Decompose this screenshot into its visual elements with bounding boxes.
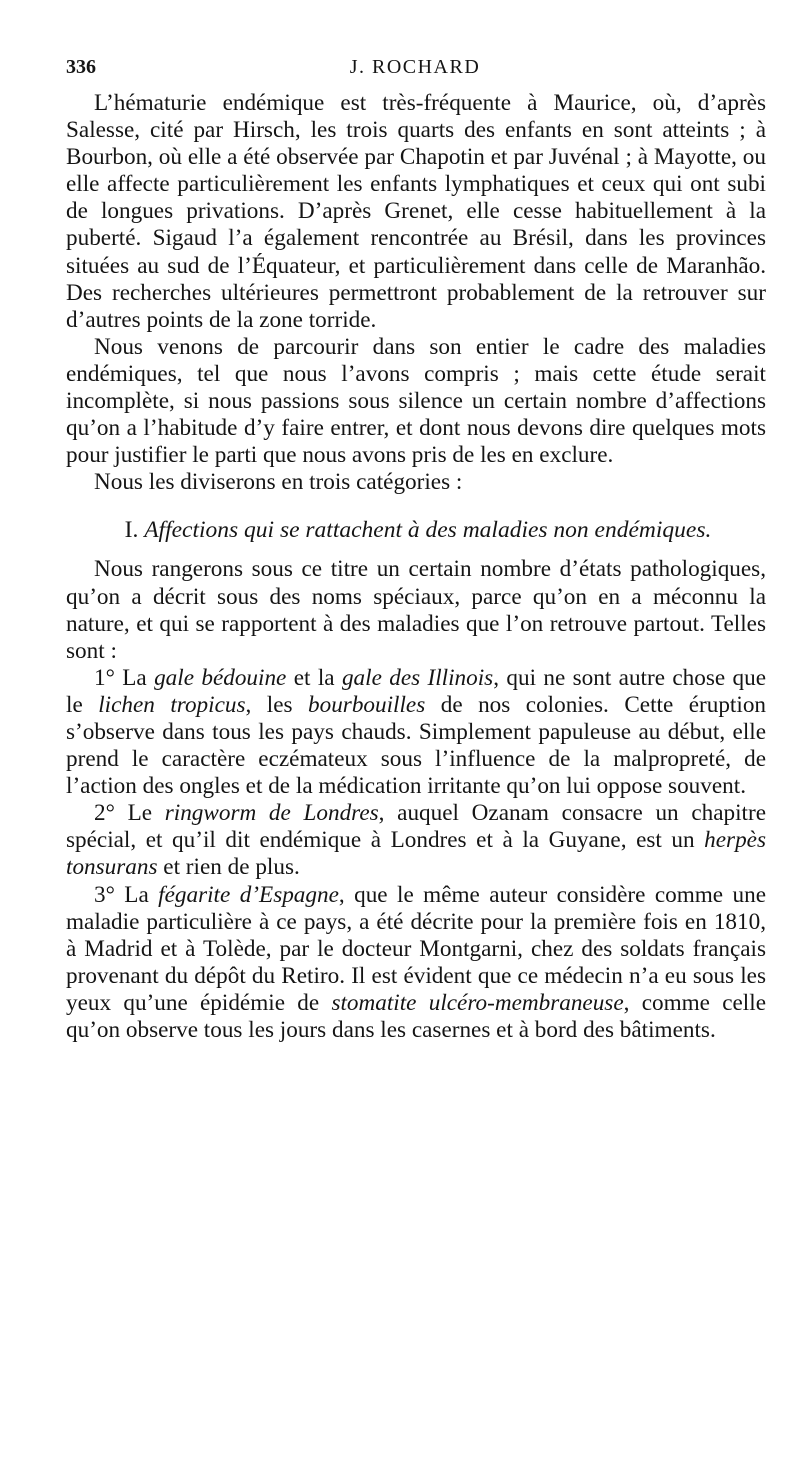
text-run: , que le même auteur considère comme une maladie particulière à ce pays, a été décrite pour la première fois en 1810, à Madrid et à Tolède, par le docteur Montgarni, chez des soldats français provenant du dépôt du Retiro. Il est évident que ce médecin n’a eu sous les yeux qu’une épidémie de	[66, 881, 766, 1016]
italic-term: stomatite ulcéro-membraneuse	[331, 989, 624, 1016]
text-run: et rien de plus.	[157, 854, 300, 881]
text-run: 3° La	[94, 881, 159, 908]
text-run: et la	[286, 664, 342, 691]
paragraphs-after-heading	[66, 556, 766, 1044]
paragraph	[66, 469, 766, 496]
text-run: L’hématurie endémique est très-fréquente à Maurice, où, d’après Salesse, cité par Hirsch, les trois quarts des enfants en sont atteints ; à Bourbon, où elle a été observée par Chapotin et par Juvénal ; à Mayotte, ou elle affecte particulièrement les enfants lymphatiques et ceux qui ont subi de longues privations. D’après Grenet, elle cesse habituellement à la puberté. Sigaud l’a également rencontrée au Brésil, dans les provinces situées au sud de l’Équateur, et particulièrement dans celle de Maranhão. Des recherches ultérieures permettront probablement de la retrouver sur d’autres points de la zone torride.	[66, 90, 766, 333]
paragraph	[66, 556, 766, 664]
paragraph	[66, 800, 766, 881]
text-run: , qui ne sont autre chose que le	[66, 664, 767, 718]
text-run: Nous rangerons sous ce titre un certain nombre d’états pathologiques, qu’on a décrit sous des noms spéciaux, parce qu’on en a méconnu la nature, et qui se rapportent à des maladies que l’on retrouve partout. Telles sont :	[66, 556, 766, 664]
italic-term: ringworm de Londres	[164, 800, 379, 827]
paragraph	[66, 334, 766, 469]
body-text	[66, 90, 766, 1044]
page-header	[66, 56, 764, 84]
section-heading-number: I.	[124, 517, 145, 544]
text-run: de nos colonies. Cette éruption s’observe dans tous les pays chauds. Simplement papuleuse au début, elle prend le caractère eczémateux sous l’influence de la malpropreté, de l’action des ongles et de la médication irritante qu’on lui oppose souvent.	[66, 691, 767, 800]
paragraphs-before-heading	[66, 90, 766, 496]
text-run: , auquel Ozanam consacre un chapitre spécial, et qu’il dit endémique à Londres et à la Guyane, est un	[66, 800, 766, 854]
paragraph	[66, 665, 766, 800]
text-run: Nous les diviserons en trois catégories :	[94, 469, 463, 496]
italic-term: gale bédouine	[154, 664, 287, 691]
italic-term: lichen tropicus	[98, 691, 246, 718]
text-run: Nous venons de parcourir dans son entier le cadre des maladies endémiques, tel que nous l’avons compris ; mais cette étude serait incomplète, si nous passions sous silence un certain nombre d’affections qu’on a l’habitude d’y faire entrer, et dont nous devons dire quelques mots pour justifier le parti que nous avons pris de les en exclure.	[66, 333, 766, 469]
italic-term: bourbouilles	[308, 691, 426, 718]
paragraph	[66, 90, 766, 334]
section-heading	[66, 515, 766, 545]
running-head: J. ROCHARD	[349, 56, 481, 78]
text-run: 2° Le	[94, 800, 165, 827]
page-number: 336	[66, 56, 96, 78]
paragraph	[66, 882, 766, 1045]
section-heading-title: Affections qui se rattachent à des maladies non endémiques.	[144, 517, 712, 544]
italic-term: fégarite d’Espagne	[158, 881, 339, 908]
text-run: , comme celle qu’on observe tous les jours dans les casernes et à bord des bâtiments.	[66, 989, 766, 1043]
italic-term: herpès tonsurans	[66, 827, 766, 881]
italic-term: gale des Illinois	[341, 664, 494, 691]
text-run: , les	[245, 691, 309, 718]
text-run: 1° La	[94, 664, 155, 691]
